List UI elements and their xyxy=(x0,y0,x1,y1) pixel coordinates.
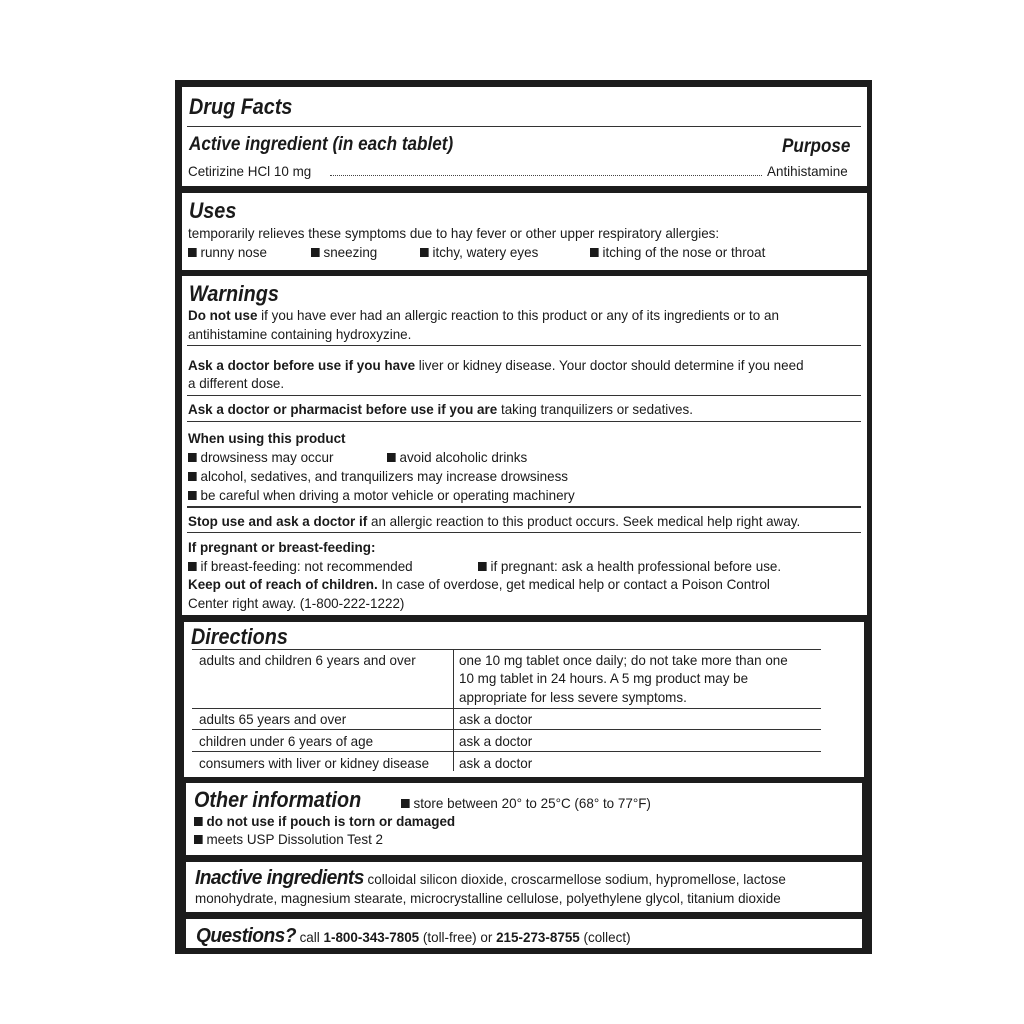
warnings-heading: Warnings xyxy=(189,281,279,306)
collect-phone: 215-273-8755 xyxy=(496,929,580,945)
do-not-use-line2: antihistamine containing hydroxyzine. xyxy=(188,326,412,342)
bullet-icon xyxy=(188,472,197,481)
table-column-divider xyxy=(453,649,454,771)
do-not-use-warning: Do not use if you have ever had an allergic reaction to this product or any of its ingredients or to an xyxy=(188,307,779,323)
when-using-item: be careful when driving a motor vehicle or operating machinery xyxy=(188,486,575,504)
other-item: meets USP Dissolution Test 2 xyxy=(194,830,383,848)
pregnant-item: if pregnant: ask a health professional before use. xyxy=(478,557,781,575)
directions-who: children under 6 years of age xyxy=(199,733,374,749)
uses-heading: Uses xyxy=(189,198,237,223)
bullet-icon xyxy=(387,453,396,462)
bullet-icon xyxy=(194,817,203,826)
bullet-icon xyxy=(478,562,487,571)
keep-out-line2: Center right away. (1-800-222-1222) xyxy=(188,595,405,611)
directions-dose: ask a doctor xyxy=(459,711,533,727)
questions-line: Questions? call 1-800-343-7805 (toll-free) or 215-273-8755 (collect) xyxy=(196,925,631,947)
use-item: itching of the nose or throat xyxy=(590,243,765,261)
other-information-heading: Other information xyxy=(194,787,362,812)
keep-out-warning: Keep out of reach of children. In case of overdose, get medical help or contact a Poison Control xyxy=(188,576,770,592)
ask-doctor-line2: a different dose. xyxy=(188,375,285,391)
inactive-ingredients-heading: Inactive ingredients xyxy=(195,867,364,889)
divider xyxy=(187,532,861,533)
ask-doctor-warning: Ask a doctor before use if you have liver or kidney disease. Your doctor should determine if you need xyxy=(188,357,804,373)
inactive-ingredients-line2: monohydrate, magnesium stearate, microcrystalline cellulose, polyethylene glycol, titanium dioxide xyxy=(195,890,781,906)
bullet-icon xyxy=(188,453,197,462)
directions-dose: one 10 mg tablet once daily; do not take more than one xyxy=(459,652,788,668)
divider xyxy=(187,345,861,346)
uses-intro: temporarily relieves these symptoms due to hay fever or other upper respiratory allergies: xyxy=(188,225,720,241)
when-using-heading: When using this product xyxy=(188,430,346,446)
use-item: runny nose xyxy=(188,243,267,261)
bullet-icon xyxy=(188,491,197,500)
leader-dots xyxy=(330,163,762,176)
when-using-item: avoid alcoholic drinks xyxy=(387,448,527,466)
divider xyxy=(187,126,861,127)
bullet-icon xyxy=(401,799,410,808)
directions-dose: ask a doctor xyxy=(459,733,533,749)
bullet-icon xyxy=(311,248,320,257)
table-rule xyxy=(192,708,821,709)
pregnant-item: if breast-feeding: not recommended xyxy=(188,557,413,575)
use-item: sneezing xyxy=(311,243,377,261)
when-using-item: drowsiness may occur xyxy=(188,448,333,466)
directions-who: consumers with liver or kidney disease xyxy=(199,755,430,771)
other-item: do not use if pouch is torn or damaged xyxy=(194,812,455,830)
bullet-icon xyxy=(590,248,599,257)
directions-who: adults 65 years and over xyxy=(199,711,347,727)
questions-heading: Questions? xyxy=(196,925,296,947)
divider xyxy=(187,506,861,508)
directions-dose: ask a doctor xyxy=(459,755,533,771)
other-item: store between 20° to 25°C (68° to 77°F) xyxy=(401,794,651,812)
stop-use-warning: Stop use and ask a doctor if an allergic reaction to this product occurs. Seek medical help right away. xyxy=(188,513,801,529)
active-heading: Active ingredient (in each tablet) xyxy=(189,134,454,155)
purpose-heading: Purpose xyxy=(782,136,851,157)
use-item: itchy, watery eyes xyxy=(420,243,538,261)
directions-who: adults and children 6 years and over xyxy=(199,652,416,668)
table-rule xyxy=(192,649,821,650)
ask-pharmacist-warning: Ask a doctor or pharmacist before use if you are taking tranquilizers or sedatives. xyxy=(188,401,693,417)
toll-free-phone: 1-800-343-7805 xyxy=(323,929,420,945)
directions-heading: Directions xyxy=(191,624,288,649)
pregnant-heading: If pregnant or breast-feeding: xyxy=(188,539,376,555)
bullet-icon xyxy=(188,248,197,257)
purpose-value: Antihistamine xyxy=(767,163,848,179)
table-rule xyxy=(192,729,821,730)
directions-dose: 10 mg tablet in 24 hours. A 5 mg product may be xyxy=(459,670,749,686)
table-rule xyxy=(192,751,821,752)
when-using-item: alcohol, sedatives, and tranquilizers may increase drowsiness xyxy=(188,467,568,485)
bullet-icon xyxy=(188,562,197,571)
bullet-icon xyxy=(194,835,203,844)
directions-dose: appropriate for less severe symptoms. xyxy=(459,689,687,705)
bullet-icon xyxy=(420,248,429,257)
inactive-ingredients-line1: Inactive ingredients colloidal silicon dioxide, croscarmellose sodium, hypromellose, lactose xyxy=(195,867,786,889)
drug-facts-title: Drug Facts xyxy=(189,94,293,119)
active-ingredient: Cetirizine HCl 10 mg xyxy=(188,163,312,179)
divider xyxy=(187,421,861,422)
divider xyxy=(187,395,861,396)
